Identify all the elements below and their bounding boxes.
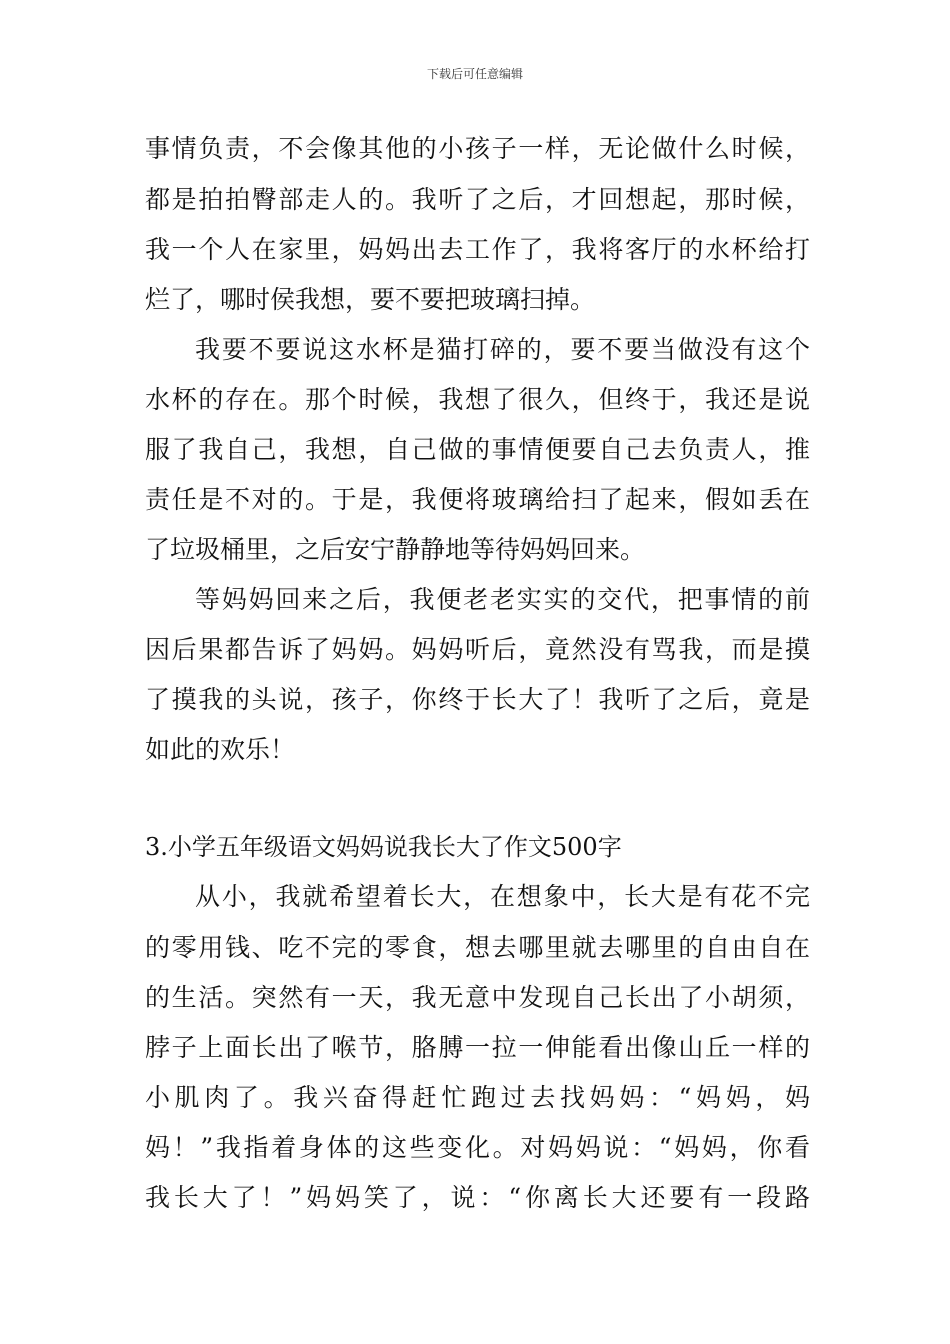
text-line: 等妈妈回来之后，我便老老实实的交代，把事情的前 [195,585,810,614]
text-line: 了摸我的头说，孩子，你终于长大了！我听了之后，竟是 [145,685,810,714]
text-line: 如此的欢乐！ [145,735,296,764]
text-line: 小肌肉了。我兴奋得赶忙跑过去找妈妈：“妈妈，妈 [145,1083,810,1112]
text-line: 从小，我就希望着长大，在想象中，长大是有花不完 [195,882,810,911]
text-line: 事情负责，不会像其他的小孩子一样，无论做什么时候， [145,134,810,163]
text-line: 我一个人在家里，妈妈出去工作了，我将客厅的水杯给打 [145,235,810,264]
text-line: 妈！”我指着身体的这些变化。对妈妈说：“妈妈，你看 [145,1133,810,1162]
text-line: 因后果都告诉了妈妈。妈妈听后，竟然没有骂我，而是摸 [145,635,810,664]
page-header: 下载后可任意编辑 [426,67,523,81]
text-line: 都是拍拍臀部走人的。我听了之后，才回想起，那时候， [145,185,810,214]
text-line: 烂了，哪时侯我想，要不要把玻璃扫掉。 [145,285,596,314]
text-line: 服了我自己，我想，自己做的事情便要自己去负责人，推 [145,435,810,464]
text-line: 责任是不对的。于是，我便将玻璃给扫了起来，假如丢在 [145,485,810,514]
text-line: 我长大了！”妈妈笑了，说：“你离长大还要有一段路 [145,1183,810,1212]
text-line: 的生活。突然有一天，我无意中发现自己长出了小胡须， [145,983,810,1012]
text-line: 水杯的存在。那个时候，我想了很久，但终于，我还是说 [145,385,810,414]
text-line: 脖子上面长出了喉节，胳膊一拉一伸能看出像山丘一样的 [145,1033,810,1062]
text-line: 我要不要说这水杯是猫打碎的，要不要当做没有这个 [195,335,810,364]
text-line: 的零用钱、吃不完的零食，想去哪里就去哪里的自由自在 [145,933,810,962]
section-heading: 3.小学五年级语文妈妈说我长大了作文500字 [145,833,622,861]
text-line: 了垃圾桶里，之后安宁静静地等待妈妈回来。 [145,535,646,564]
